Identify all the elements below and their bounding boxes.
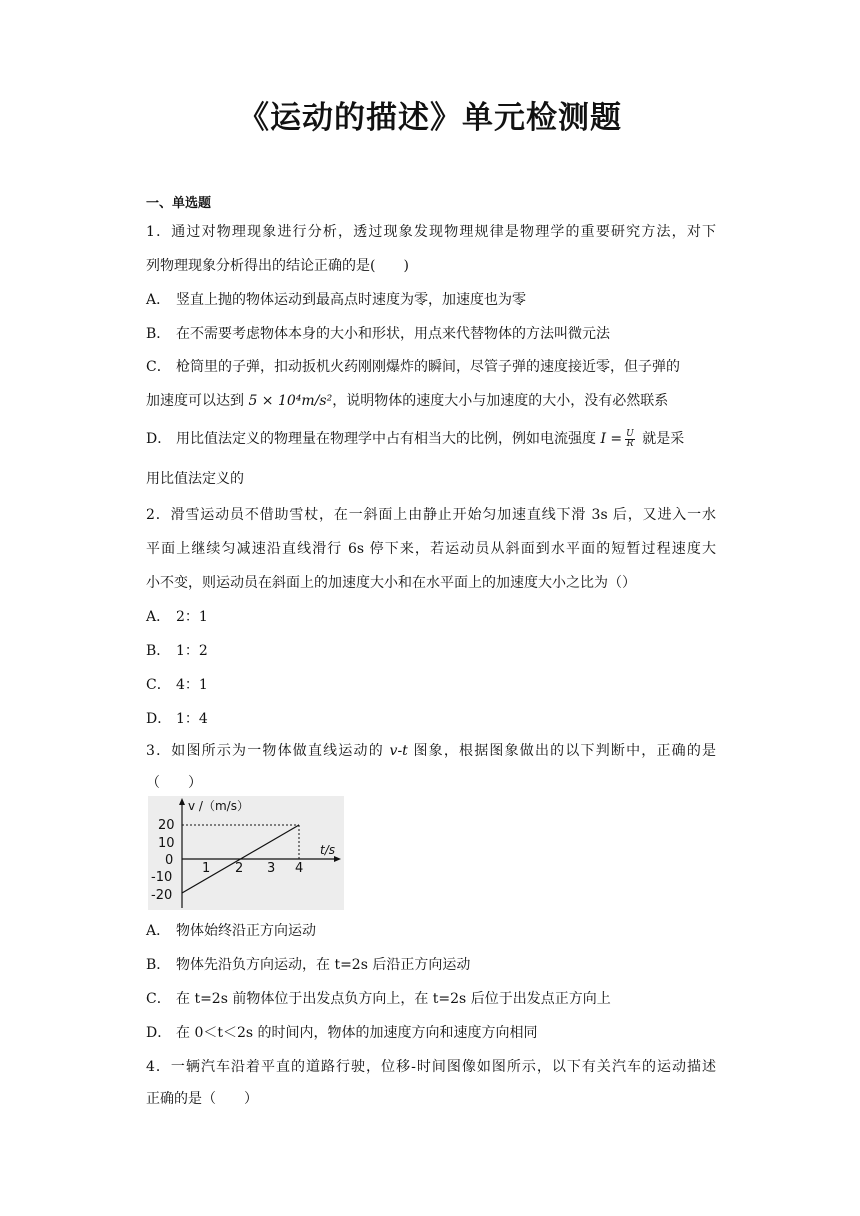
option-text: 物体先沿负方向运动，在 t=2s 后沿正方向运动 (176, 957, 471, 973)
y-tick-label: 20 (158, 818, 175, 833)
fraction (625, 430, 635, 449)
vt-symbol: v-t (389, 743, 408, 759)
option-text: 2：1 (176, 609, 208, 625)
fraction-numerator: U (626, 428, 634, 439)
option-letter: C． (146, 991, 171, 1007)
q3-option-c (146, 988, 611, 1008)
option-letter: B． (146, 643, 171, 659)
q4-stem-line-2: 正确的是（ ） (146, 1091, 258, 1107)
option-text: 在不需要考虑物体本身的大小和形状，用点来代替物体的方法叫微元法 (176, 326, 610, 342)
q2-stem-line-1: 2．滑雪运动员不借助雪杖，在一斜面上由静止开始匀加速直线下滑 3s 后，又进入一水 (146, 507, 716, 523)
option-letter: B． (146, 957, 171, 973)
option-text: 就是采 (637, 431, 685, 447)
option-letter: C． (146, 359, 171, 375)
q1-option-d-line-2: 用比值法定义的 (146, 471, 244, 487)
stem-text: 图象，根据图象做出的以下判断中，正确的是 (407, 743, 717, 759)
vt-graph (148, 796, 344, 910)
q2-stem-line-3: 小不变，则运动员在斜面上的加速度大小和在水平面上的加速度大小之比为（） (146, 575, 636, 591)
section-heading: 一、单选题 (146, 196, 212, 211)
q3-option-b (146, 954, 470, 974)
q1-option-c-line-2 (146, 390, 668, 410)
option-text: ，说明物体的速度大小与加速度的大小，没有必然联系 (332, 393, 669, 409)
option-letter: A． (146, 609, 171, 625)
option-text: 在 0＜t＜2s 的时间内，物体的加速度方向和速度方向相同 (176, 1025, 538, 1041)
y-tick-label: -20 (151, 888, 173, 903)
option-text: 4：1 (176, 677, 208, 693)
current-formula: I = (600, 431, 623, 447)
option-letter: B． (146, 326, 171, 342)
option-text: 物体始终沿正方向运动 (176, 923, 316, 939)
option-letter: D． (146, 1025, 172, 1041)
option-letter: D． (146, 431, 172, 447)
option-text: 用比值法定义的物理量在物理学中占有相当大的比例，例如电流强度 (176, 431, 601, 447)
y-tick-label: 0 (165, 853, 174, 868)
q3-stem-line-1 (146, 740, 716, 760)
option-letter: D． (146, 711, 172, 727)
q3-option-d (146, 1022, 538, 1042)
option-text: 1：4 (176, 711, 208, 727)
q3-option-a (146, 920, 316, 940)
option-text: 在 t=2s 前物体位于出发点负方向上，在 t=2s 后位于出发点正方向上 (176, 991, 611, 1007)
option-text: 加速度可以达到 (146, 393, 249, 409)
q1-stem-line-2: 列物理现象分析得出的结论正确的是( ) (146, 258, 409, 274)
option-letter: A． (146, 923, 171, 939)
stem-text: 3．如图所示为一物体做直线运动的 (146, 743, 390, 759)
x-axis-label: t/s (320, 843, 335, 857)
option-text: 枪筒里的子弹，扣动扳机火药刚刚爆炸的瞬间，尽管子弹的速度接近零，但子弹的 (176, 359, 680, 375)
q1-option-b (146, 323, 610, 343)
page-title: 《运动的描述》单元检测题 (238, 100, 622, 136)
acceleration-formula: 5 × 10⁴m/s² (248, 393, 333, 409)
option-text: 竖直上抛的物体运动到最高点时速度为零，加速度也为零 (176, 292, 526, 308)
y-tick-label: -10 (151, 870, 173, 885)
x-tick-label: 3 (267, 861, 276, 876)
x-tick-label: 1 (202, 861, 211, 876)
graph-background (148, 796, 344, 910)
q3-stem-line-2: （ ） (146, 775, 202, 791)
q2-option-b (146, 640, 208, 660)
y-axis-label: v /（m/s） (188, 799, 249, 813)
option-letter: A． (146, 292, 171, 308)
q1-option-d (146, 428, 684, 449)
q1-stem-line-1: 1．通过对物理现象进行分析，透过现象发现物理规律是物理学的重要研究方法，对下 (146, 224, 716, 240)
y-tick-label: 10 (158, 836, 175, 851)
q4-stem-line-1: 4．一辆汽车沿着平直的道路行驶，位移-时间图像如图所示，以下有关汽车的运动描述 (146, 1059, 716, 1075)
q2-option-c (146, 674, 208, 694)
x-tick-label: 4 (295, 861, 304, 876)
q2-option-a (146, 606, 208, 626)
option-letter: C． (146, 677, 171, 693)
q2-option-d (146, 708, 208, 728)
x-tick-label: 2 (235, 861, 244, 876)
q2-stem-line-2: 平面上继续匀减速沿直线滑行 6s 停下来，若运动员从斜面到水平面的短暂过程速度大 (146, 541, 716, 557)
option-text: 1：2 (176, 643, 208, 659)
fraction-denominator: R (626, 438, 634, 449)
q1-option-a (146, 289, 526, 309)
q1-option-c (146, 356, 680, 376)
